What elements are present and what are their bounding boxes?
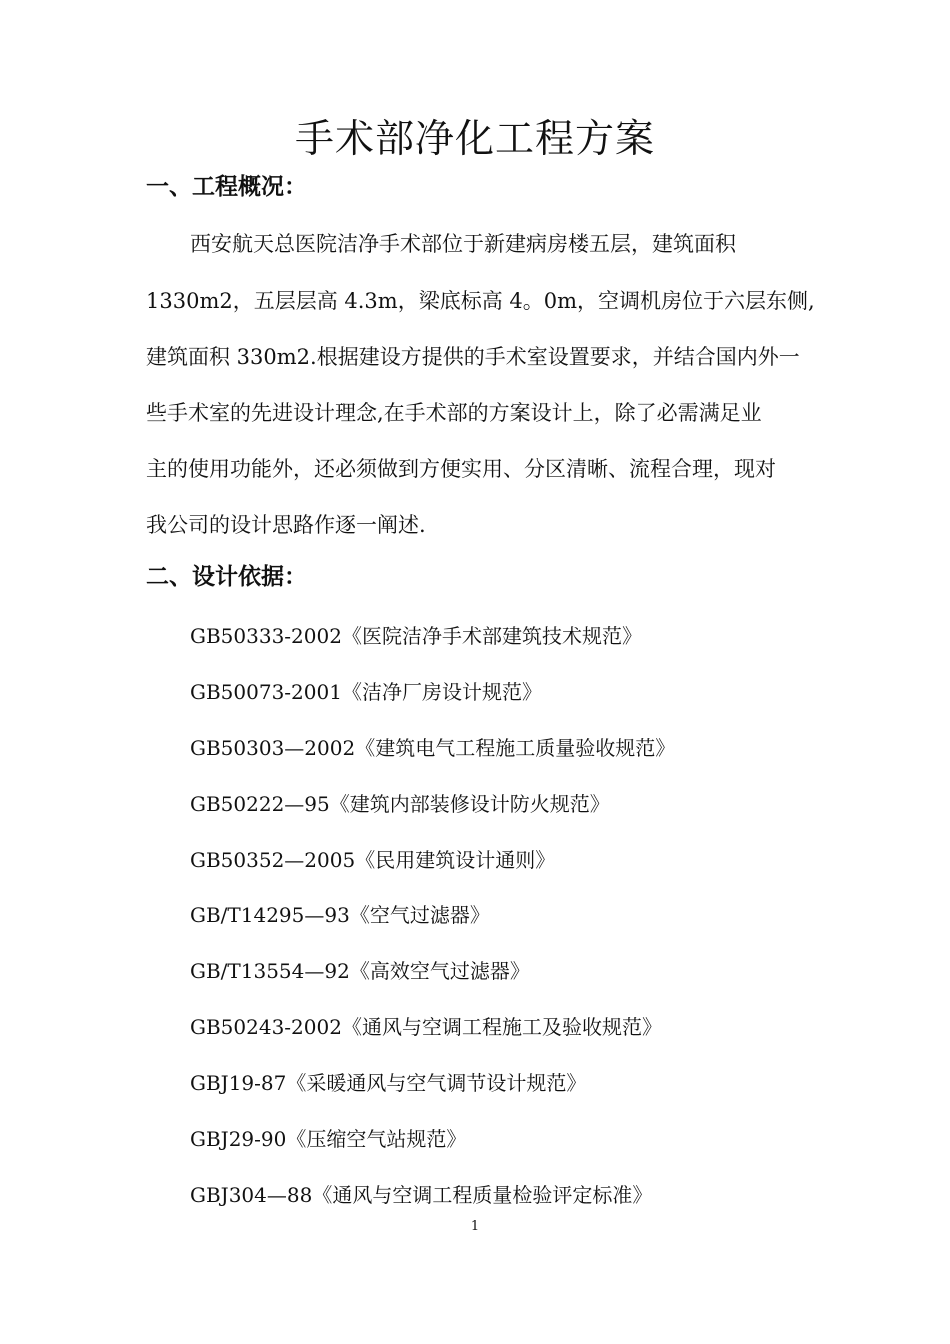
reference-item: GBJ304—88《通风与空调工程质量检验评定标准》 [190,1182,653,1207]
reference-item: GB50333-2002《医院洁净手术部建筑技术规范》 [190,624,642,648]
paragraph-line: 我公司的设计思路作逐一阐述. [146,513,426,537]
paragraph-line: 些手术室的先进设计理念,在手术部的方案设计上，除了必需满足业 [146,401,762,425]
reference-item: GBJ19-87《采暖通风与空气调节设计规范》 [190,1071,587,1096]
reference-item: GB50222—95《建筑内部装修设计防火规范》 [190,791,610,816]
page-number: 1 [470,1219,480,1234]
reference-item: GB/T13554—92《高效空气过滤器》 [190,959,530,984]
paragraph-line: 主的使用功能外，还必须做到方便实用、分区清晰、流程合理，现对 [146,457,776,481]
reference-item: GB50352—2005《民用建筑设计通则》 [190,847,556,872]
reference-list [190,621,675,1236]
reference-item: GB/T14295—93《空气过滤器》 [190,903,490,928]
section-heading-design-basis: 二、设计依据： [146,564,307,590]
paragraph-line: 建筑面积 330m2.根据建设方提供的手术室设置要求，并结合国内外一 [146,345,800,369]
reference-item: GB50073-2001《洁净厂房设计规范》 [190,679,542,704]
paragraph-line: 西安航天总医院洁净手术部位于新建病房楼五层，建筑面积 [190,232,736,256]
reference-item: GBJ29-90《压缩空气站规范》 [190,1127,467,1152]
reference-item: GB50303—2002《建筑电气工程施工质量验收规范》 [190,735,676,760]
section-heading-overview: 一、工程概况： [146,174,307,200]
document-title: 手术部净化工程方案 [294,117,655,163]
reference-item: GB50243-2002《通风与空调工程施工及验收规范》 [190,1015,662,1040]
paragraph-line: 1330m2，五层层高 4.3m，梁底标高 4。0m，空调机房位于六层东侧, [146,289,815,313]
